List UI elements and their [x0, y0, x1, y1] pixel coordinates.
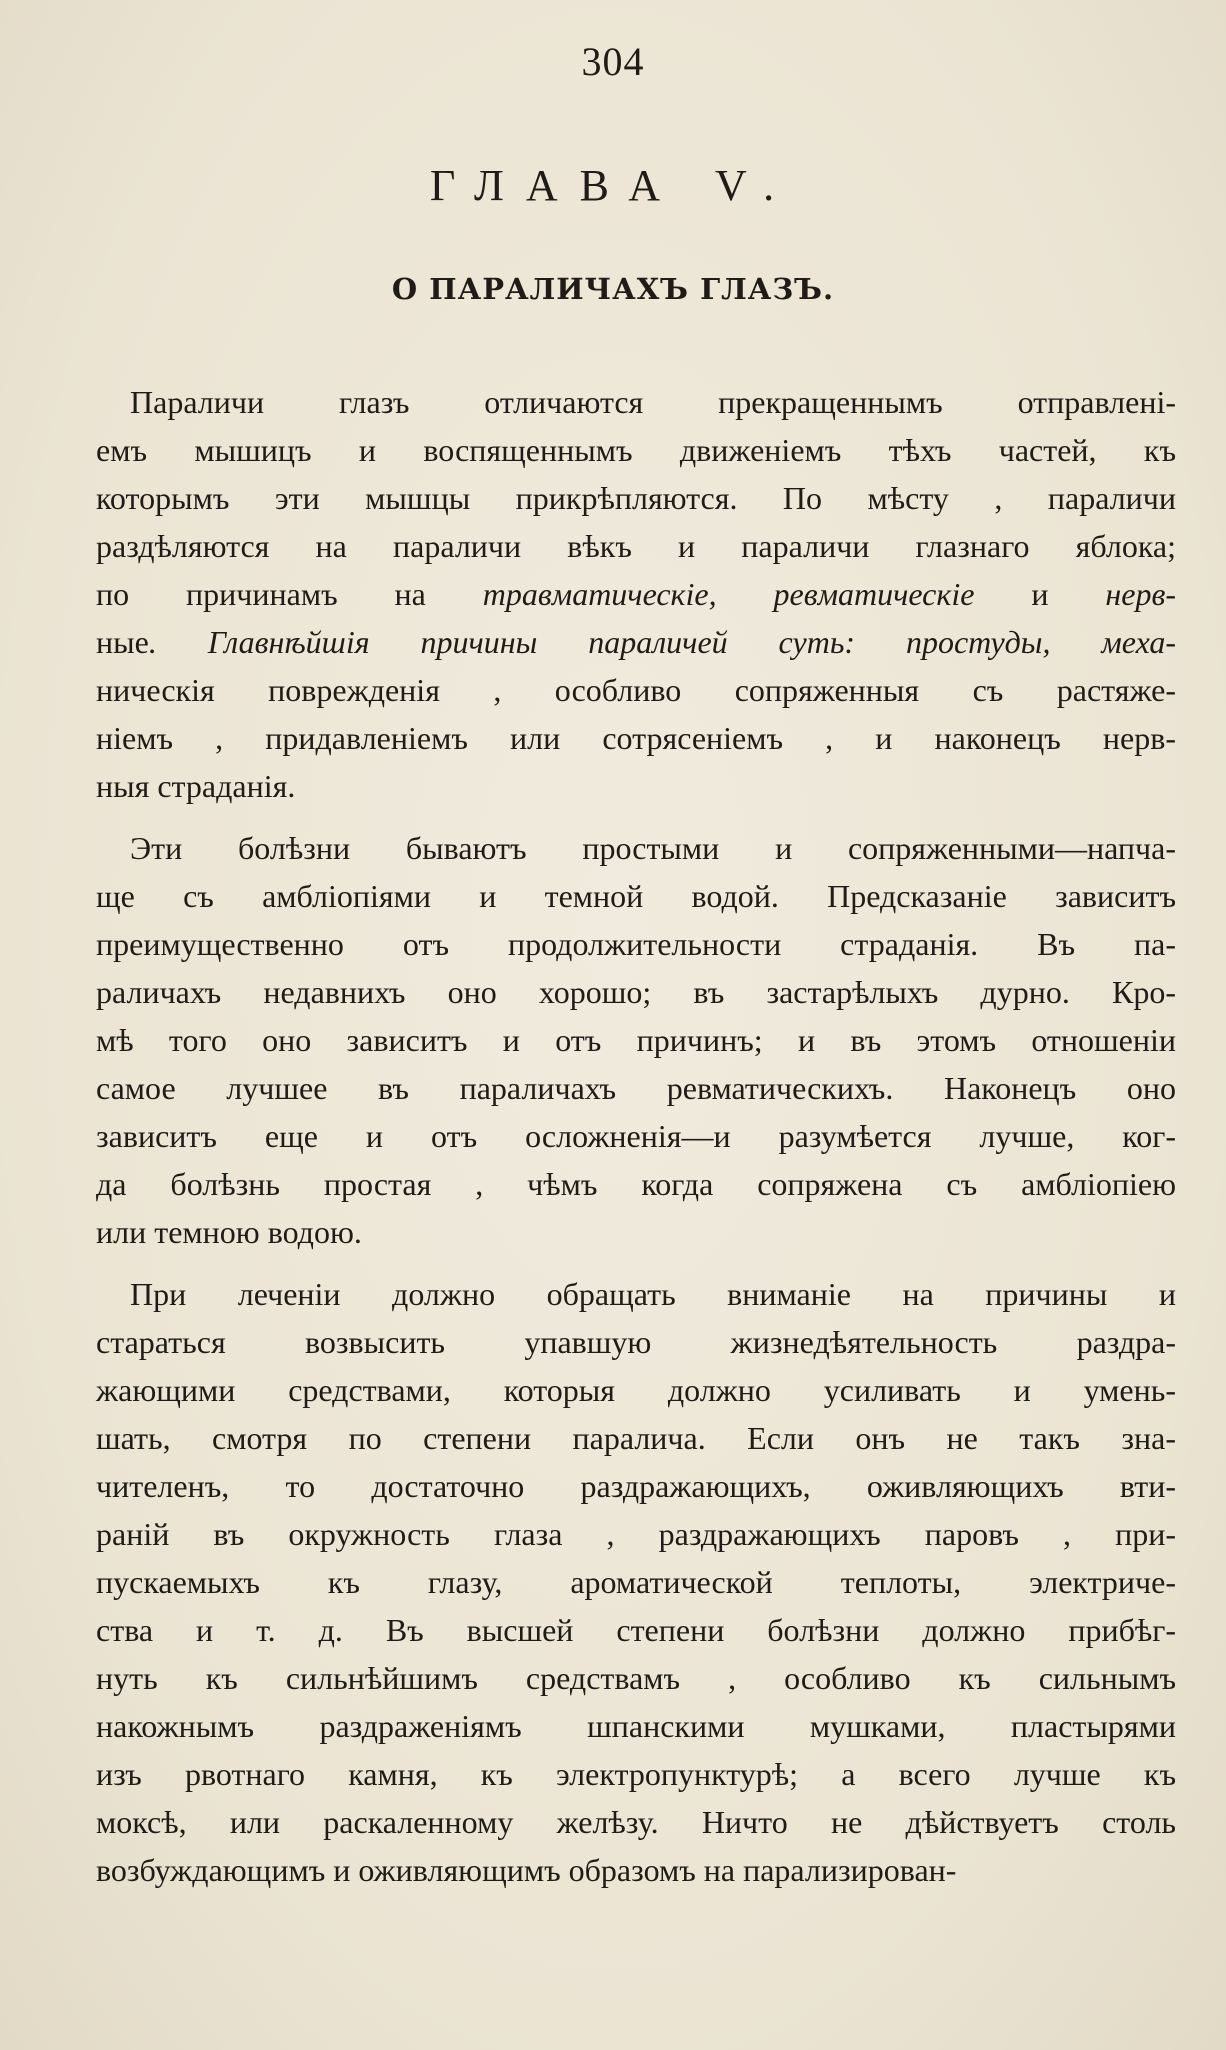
text-line — [96, 872, 1176, 920]
text-line — [96, 1702, 1176, 1750]
paragraph — [96, 824, 1176, 1256]
line-text: зависитъ еще и отъ осложненія—и разумѣется лучше, ког- — [96, 1118, 1176, 1154]
chapter-subtitle: О ПАРАЛИЧАХЪ ГЛАЗЪ. — [391, 272, 835, 306]
line-text: пускаемыхъ къ глазу, ароматической теплоты, электриче- — [96, 1564, 1176, 1600]
text-line — [96, 1558, 1176, 1606]
text-line — [96, 474, 1176, 522]
text-line — [96, 1462, 1176, 1510]
line-text: Параличи глазъ отличаются прекращеннымъ отправлені- — [130, 384, 1176, 420]
line-text: раздѣляются на параличи вѣкъ и параличи глазнаго яблока; — [96, 528, 1176, 564]
text-line — [96, 426, 1176, 474]
line-text: ные — [96, 624, 149, 660]
line-text: нуть къ сильнѣйшимъ средствамъ , особливо къ сильнымъ — [96, 1660, 1176, 1696]
line-text: жающими средствами, которыя должно усиливать и умень- — [96, 1372, 1176, 1408]
italic-text: нерв- — [1105, 576, 1177, 612]
text-line — [96, 1318, 1176, 1366]
text-line — [96, 1414, 1176, 1462]
text-line — [96, 1846, 1176, 1894]
line-text: раличахъ недавнихъ оно хорошо; въ застарѣлыхъ дурно. Кро- — [96, 974, 1176, 1010]
line-text: шать, смотря по степени паралича. Если онъ не такъ зна- — [96, 1420, 1176, 1456]
line-text: емъ мышицъ и воспященнымъ движеніемъ тѣхъ частей, къ — [96, 432, 1176, 468]
line-text: При леченіи должно обращать вниманіе на причины и — [130, 1276, 1176, 1312]
line-text: да болѣзнь простая , чѣмъ когда сопряжена съ амбліопіею — [96, 1166, 1176, 1202]
text-line — [96, 824, 1176, 872]
text-line — [96, 920, 1176, 968]
body-text — [96, 378, 1176, 1894]
line-text: которымъ эти мышцы прикрѣпляются. По мѣсту , параличи — [96, 480, 1176, 516]
paragraph-gap — [96, 810, 1176, 824]
line-text: раній въ окружность глаза , раздражающихъ паровъ , при- — [96, 1516, 1176, 1552]
line-text: или темною водою. — [96, 1214, 362, 1250]
text-line — [96, 714, 1176, 762]
line-text: возбуждающимъ и оживляющимъ образомъ на парализирован- — [96, 1852, 957, 1888]
text-line — [96, 1112, 1176, 1160]
text-line — [96, 1016, 1176, 1064]
italic-text: . Главнѣйшія причины параличей суть: простуды, меха- — [148, 624, 1176, 660]
line-text: и — [974, 576, 1106, 612]
line-text: самое лучшее въ параличахъ ревматическихъ. Наконецъ оно — [96, 1070, 1176, 1106]
text-line — [96, 378, 1176, 426]
line-text: по причинамъ на — [96, 576, 483, 612]
line-text: ще съ амбліопіями и темной водой. Предсказаніе зависитъ — [96, 878, 1176, 914]
line-text: ніемъ , придавленіемъ или сотрясеніемъ , и наконецъ нерв- — [96, 720, 1176, 756]
page-number: 304 — [581, 39, 645, 84]
text-line — [96, 762, 1176, 810]
line-text: накожнымъ раздраженіямъ шпанскими мушками, пластырями — [96, 1708, 1176, 1744]
text-line — [96, 1366, 1176, 1414]
line-text: изъ рвотнаго камня, къ электропунктурѣ; а всего лучше къ — [96, 1756, 1176, 1792]
line-text: стараться возвысить упавшую жизнедѣятельность раздра- — [96, 1324, 1176, 1360]
line-text: ства и т. д. Въ высшей степени болѣзни должно прибѣг- — [96, 1612, 1176, 1648]
italic-text: травматическіе, ревматическіе — [482, 576, 975, 612]
text-line — [96, 522, 1176, 570]
text-line — [96, 1606, 1176, 1654]
text-line — [96, 666, 1176, 714]
text-line — [96, 1654, 1176, 1702]
text-line — [96, 1064, 1176, 1112]
line-text: Эти болѣзни бываютъ простыми и сопряженными—напча- — [130, 830, 1176, 866]
line-text: чителенъ, то достаточно раздражающихъ, оживляющихъ вти- — [96, 1468, 1176, 1504]
text-line — [96, 1160, 1176, 1208]
line-text: ническія поврежденія , особливо сопряженныя съ растяже- — [96, 672, 1176, 708]
line-text: мѣ того оно зависитъ и отъ причинъ; и въ этомъ отношеніи — [96, 1022, 1176, 1058]
text-line — [96, 570, 1176, 618]
text-line — [96, 1208, 1176, 1256]
chapter-title: ГЛАВА V. — [429, 161, 797, 210]
paragraph — [96, 1270, 1176, 1894]
text-line — [96, 1750, 1176, 1798]
text-line — [96, 968, 1176, 1016]
paragraph — [96, 378, 1176, 810]
paragraph-gap — [96, 1256, 1176, 1270]
text-line — [96, 1270, 1176, 1318]
line-text: преимущественно отъ продолжительности страданія. Въ па- — [96, 926, 1176, 962]
text-line — [96, 1798, 1176, 1846]
line-text: моксѣ, или раскаленному желѣзу. Ничто не дѣйствуетъ столь — [96, 1804, 1176, 1840]
text-line — [96, 618, 1176, 666]
text-line — [96, 1510, 1176, 1558]
line-text: ныя страданія. — [96, 768, 296, 804]
